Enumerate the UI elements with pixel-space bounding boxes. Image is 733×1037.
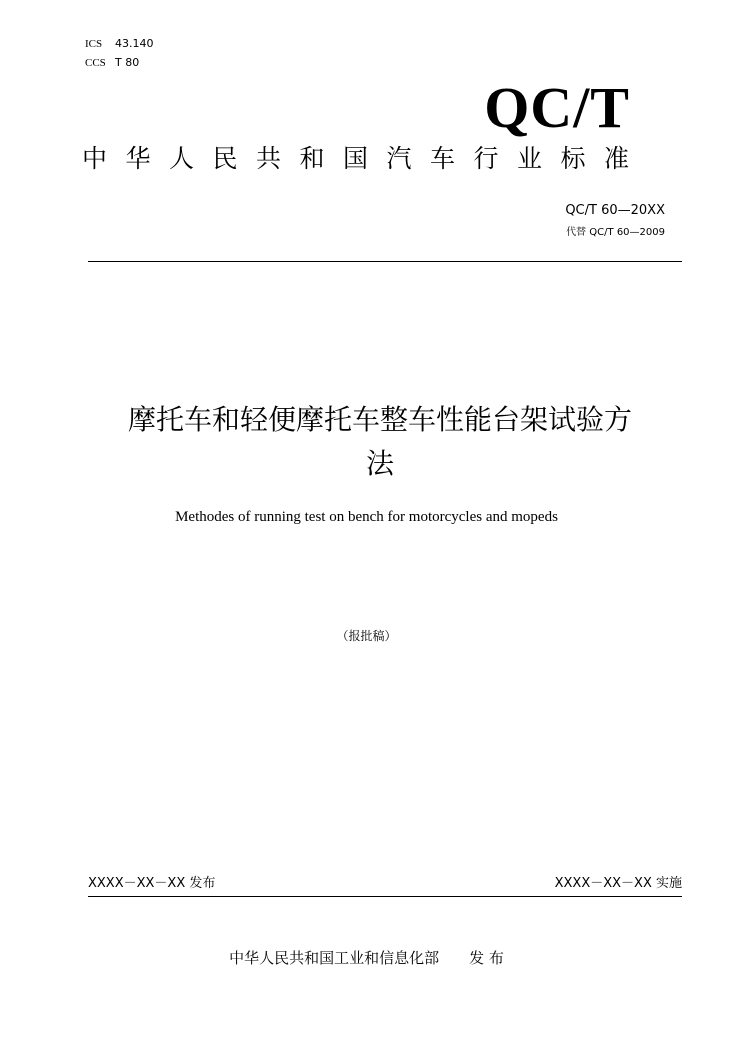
ccs-value: T 80 <box>115 56 140 69</box>
implementation-date: XXXX－XX－XX 实施 <box>554 876 682 891</box>
footer-divider <box>88 896 682 897</box>
ccs-label: CCS <box>85 57 106 69</box>
document-title-english: Methodes of running test on bench for motorcycles and mopeds <box>175 509 558 525</box>
draft-status: （报批稿） <box>336 629 397 643</box>
issue-date: XXXX－XX－XX 发布 <box>88 876 216 891</box>
standard-number: QC/T 60—20XX <box>565 203 665 218</box>
ics-classification <box>85 37 154 51</box>
ccs-classification <box>85 56 139 70</box>
replaces-standard: 代替 QC/T 60—2009 <box>566 227 665 238</box>
title-line-2: 法 <box>365 447 394 480</box>
header-divider <box>88 261 682 262</box>
title-line-1: 摩托车和轻便摩托车整车性能台架试验方 <box>127 403 632 436</box>
ics-value: 43.140 <box>115 37 154 50</box>
document-title-chinese <box>80 398 680 486</box>
standard-category-name: 中华人民共和国汽车行业标准 <box>82 144 648 173</box>
ics-label: ICS <box>85 38 103 50</box>
issuing-authority: 中华人民共和国工业和信息化部 发 布 <box>229 949 504 967</box>
standard-logo: QC/T <box>484 75 630 140</box>
